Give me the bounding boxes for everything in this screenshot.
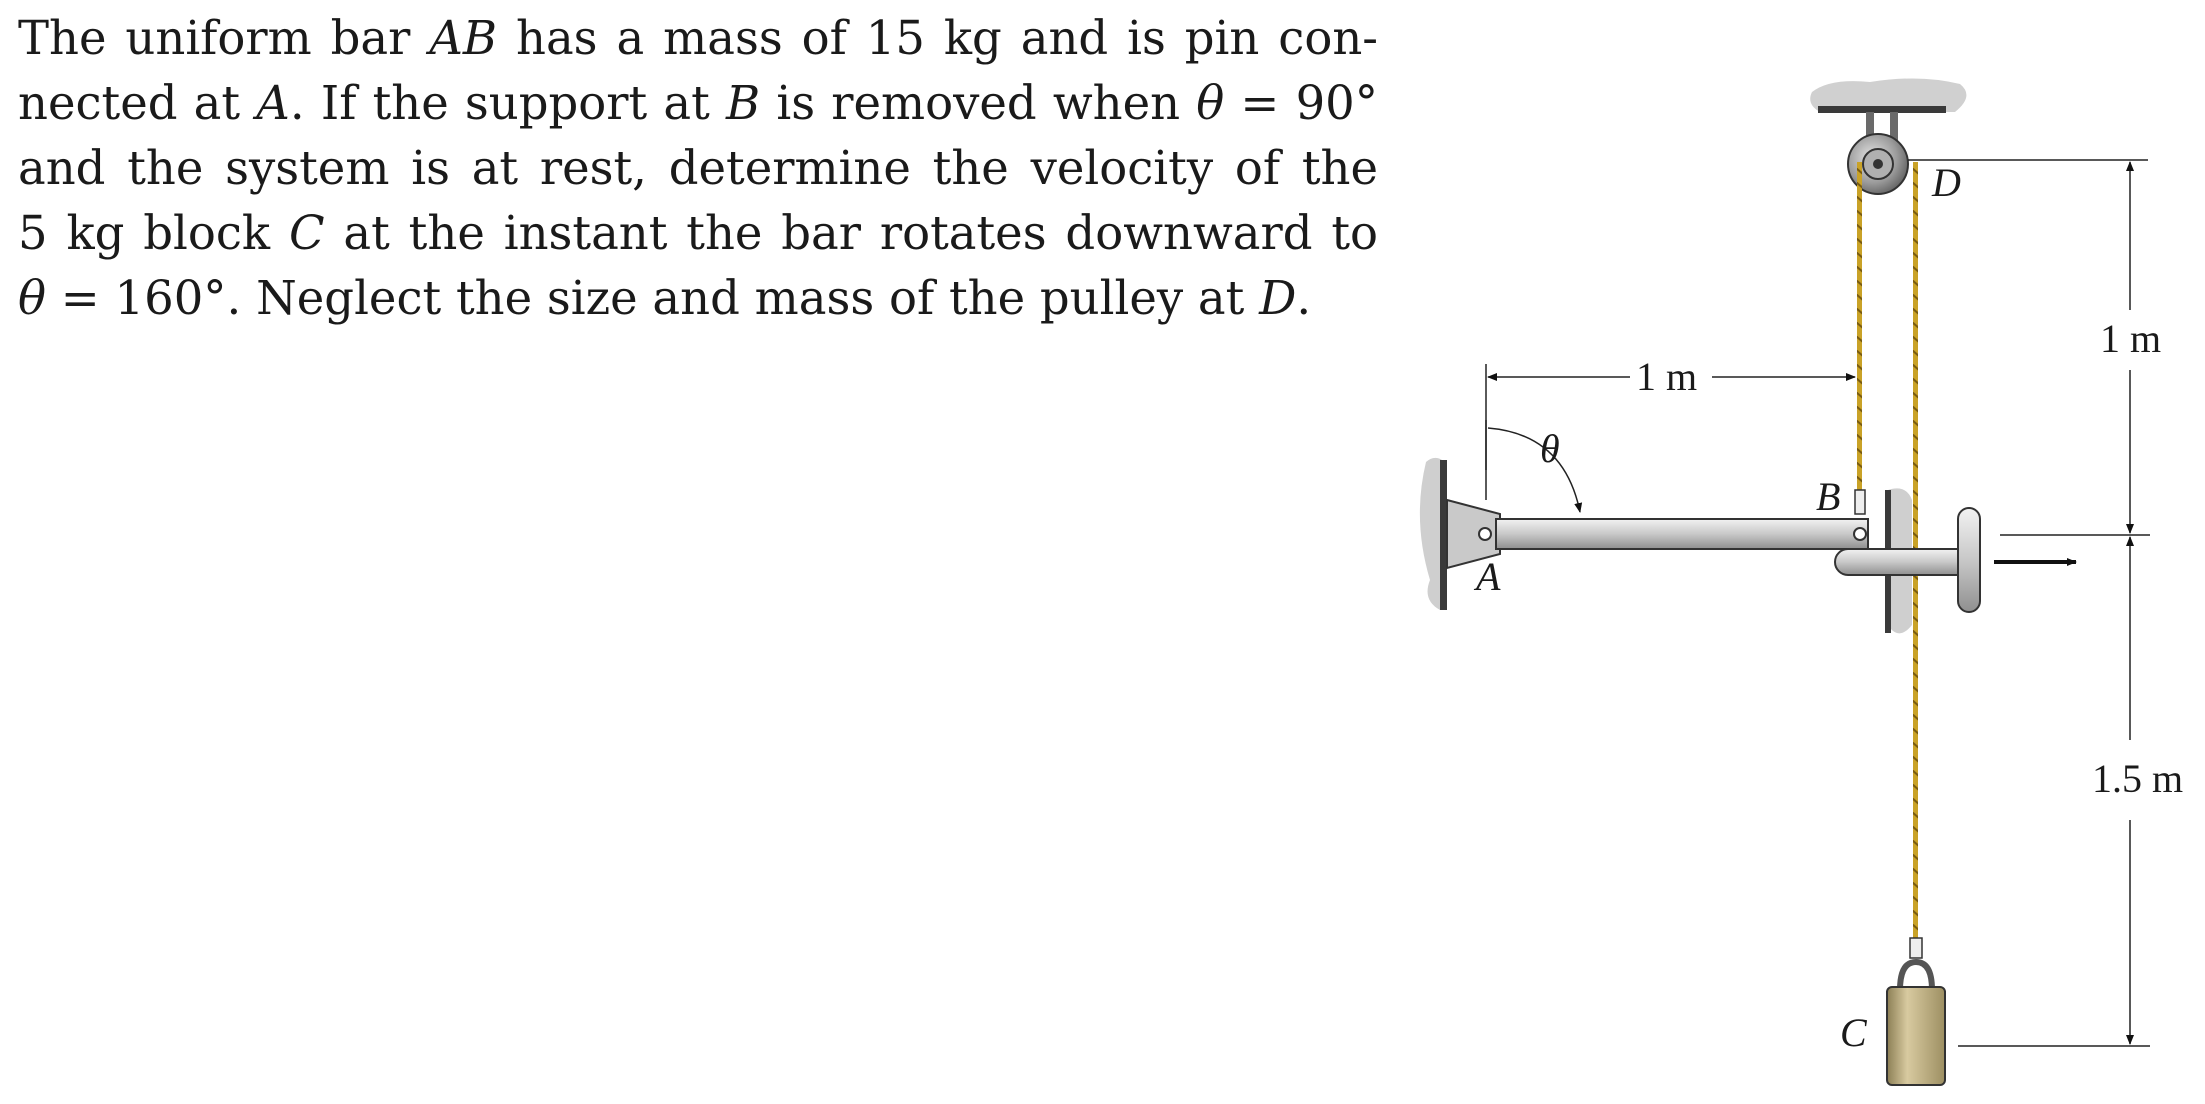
label-c: C: [1840, 1010, 1867, 1055]
text-segment: .: [1296, 271, 1312, 325]
text-segment: 5 kg block: [18, 206, 289, 260]
label-dim-horizontal: 1 m: [1636, 354, 1698, 399]
text-segment: is removed when: [760, 76, 1197, 130]
text-segment: nected at: [18, 76, 257, 130]
wall-a: [1420, 458, 1447, 610]
math-symbol: θ: [1196, 76, 1225, 130]
cord-to-bar: [1857, 162, 1862, 492]
pin-a: [1479, 528, 1491, 540]
label-b: B: [1816, 474, 1841, 519]
math-symbol: C: [288, 206, 325, 260]
label-theta: θ: [1540, 426, 1560, 471]
ceiling-support: [1810, 78, 1966, 113]
math-symbol: B: [725, 76, 761, 130]
text-segment: = 90°: [1224, 76, 1378, 130]
text-segment: has a mass of 15 kg and is pin con-: [497, 11, 1379, 65]
label-a: A: [1476, 554, 1501, 599]
text-segment: and the system is at rest, determine the velocity of the: [18, 141, 1378, 195]
math-symbol: AB: [429, 11, 498, 65]
label-dim-lower: 1.5 m: [2092, 756, 2184, 801]
text-segment: . If the support at: [289, 76, 726, 130]
block-c: [1887, 938, 1945, 1085]
label-dim-upper: 1 m: [2100, 316, 2162, 361]
label-d: D: [1932, 160, 1961, 205]
text-segment: = 160°. Neglect the size and mass of the pulley at: [46, 271, 1260, 325]
text-segment: at the instant the bar rotates downward to: [324, 206, 1378, 260]
angle-theta-marker: [1486, 420, 1580, 512]
math-symbol: A: [256, 76, 290, 130]
dim-vertical: [1908, 160, 2150, 1046]
pin-b: [1854, 528, 1866, 540]
math-symbol: θ: [18, 271, 46, 325]
text-segment: The uniform bar: [18, 11, 430, 65]
math-symbol: D: [1259, 271, 1297, 325]
cord-clamp-b: [1855, 490, 1865, 514]
bar-ab: [1496, 519, 1868, 549]
